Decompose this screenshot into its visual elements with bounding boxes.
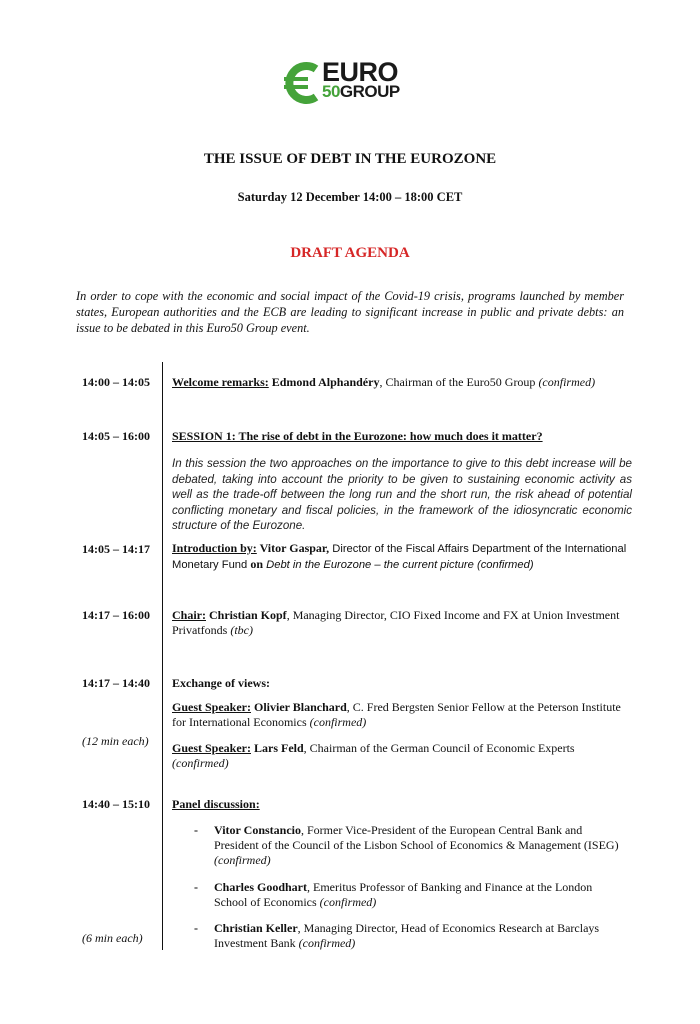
panel-item-1-name: Vitor Constancio <box>214 823 301 837</box>
session1-title <box>172 429 628 444</box>
panel-item-1-role: , Former Vice-President of the European Central Bank and President of the Council of the Lisbon School of Economics & Management (ISEG) <box>214 823 619 852</box>
panel-item-3-status: (confirmed) <box>298 936 356 950</box>
panel-bullet-1: - <box>194 823 198 837</box>
exchange-time: 14:17 – 14:40 <box>82 676 150 690</box>
chair-role: , Managing Director, CIO Fixed Income and FX at Union Investment Privatfonds <box>172 608 620 637</box>
panel-time: 14:40 – 15:10 <box>82 797 150 811</box>
panel-item-1 <box>214 823 626 868</box>
exchange-duration-note: (12 min each) <box>82 734 149 748</box>
welcome-time: 14:00 – 14:05 <box>82 375 150 389</box>
panel-item-2 <box>214 880 626 910</box>
guest-speaker-2-status: (confirmed) <box>172 756 229 770</box>
guest-speaker-2-role: , Chairman of the German Council of Economic Experts <box>303 741 575 755</box>
euro-symbol-icon <box>282 60 322 106</box>
panel-heading-text: Panel discussion: <box>172 797 260 811</box>
chair-time: 14:17 – 16:00 <box>82 608 150 622</box>
chair-status: (tbc) <box>230 623 253 637</box>
welcome-status: (confirmed) <box>538 375 596 389</box>
guest-speaker-2-label: Guest Speaker: <box>172 741 251 755</box>
session1-title-text: SESSION 1: The rise of debt in the Eurozone: how much does it matter? <box>172 429 543 443</box>
welcome-speaker: Edmond Alphandéry <box>268 375 380 389</box>
session1-time: 14:05 – 16:00 <box>82 429 150 443</box>
panel-heading <box>172 797 628 812</box>
euro50-logo <box>282 57 422 106</box>
chair-block <box>172 608 628 638</box>
guest-speaker-1-name: Olivier Blanchard <box>251 700 347 714</box>
guest-speaker-1-label: Guest Speaker: <box>172 700 251 714</box>
logo-group-text <box>322 83 400 101</box>
panel-bullet-2: - <box>194 880 198 894</box>
exchange-heading <box>172 676 628 691</box>
introduction-topic: Debt in the Eurozone – the current picture (confirmed) <box>263 559 534 571</box>
guest-speaker-1 <box>172 700 628 730</box>
guest-speaker-1-role: , C. Fred Bergsten Senior Fellow at the Peterson Institute for International Economics <box>172 700 621 729</box>
panel-item-3 <box>214 921 626 951</box>
welcome-label: Welcome remarks: <box>172 375 269 389</box>
event-date: Saturday 12 December 14:00 – 18:00 CET <box>237 190 463 204</box>
agenda-divider-line <box>162 362 163 950</box>
panel-item-3-name: Christian Keller <box>214 921 298 935</box>
introduction-block <box>172 541 628 573</box>
intro-paragraph: In order to cope with the economic and social impact of the Covid-19 crisis, programs launched by member states, European authorities and the ECB are leading to significant increase in public and private debts: an issue to be debated in this Euro50 Group event. <box>76 289 624 335</box>
chair-label: Chair: <box>172 608 206 622</box>
panel-item-3-role: , Managing Director, Head of Economics Research at Barclays Investment Bank <box>214 921 600 950</box>
document-title: THE ISSUE OF DEBT IN THE EUROZONE <box>203 151 497 167</box>
introduction-speaker: Vitor Gaspar, <box>256 541 330 555</box>
session1-description: In this session the two approaches on the importance to give to this debt increase will be debated, taking into account the priority to be given to sustaining economic activity as well as the trade-off between the long run and the short run, the risk ahead of potential conflicting monetary and fiscal policies, in the framework of the idiosyncratic economic structure of the Eurozone. <box>172 457 632 532</box>
introduction-on: on <box>250 557 264 571</box>
welcome-remarks <box>172 375 628 390</box>
guest-speaker-2 <box>172 741 628 771</box>
logo-group-word: GROUP <box>339 82 400 101</box>
guest-speaker-1-status: (confirmed) <box>309 715 367 729</box>
panel-item-1-status: (confirmed) <box>214 853 271 867</box>
welcome-role: , Chairman of the Euro50 Group <box>379 375 539 389</box>
exchange-heading-text: Exchange of views: <box>172 676 270 690</box>
introduction-role: Director of the Fiscal Affairs Department of the International Monetary Fund <box>172 543 627 571</box>
panel-item-2-name: Charles Goodhart <box>214 880 307 894</box>
introduction-label: Introduction by: <box>172 541 257 555</box>
chair-name: Christian Kopf <box>206 608 287 622</box>
panel-bullet-3: - <box>194 921 198 935</box>
logo-euro-text: EURO <box>322 57 399 87</box>
panel-duration-note: (6 min each) <box>82 931 143 945</box>
introduction-time: 14:05 – 14:17 <box>82 542 150 556</box>
panel-item-2-role: , Emeritus Professor of Banking and Finance at the London School of Economics <box>214 880 593 909</box>
panel-item-2-status: (confirmed) <box>319 895 377 909</box>
logo-fifty-text: 50 <box>322 82 340 101</box>
guest-speaker-2-name: Lars Feld <box>251 741 304 755</box>
draft-agenda-heading: DRAFT AGENDA <box>290 245 410 261</box>
